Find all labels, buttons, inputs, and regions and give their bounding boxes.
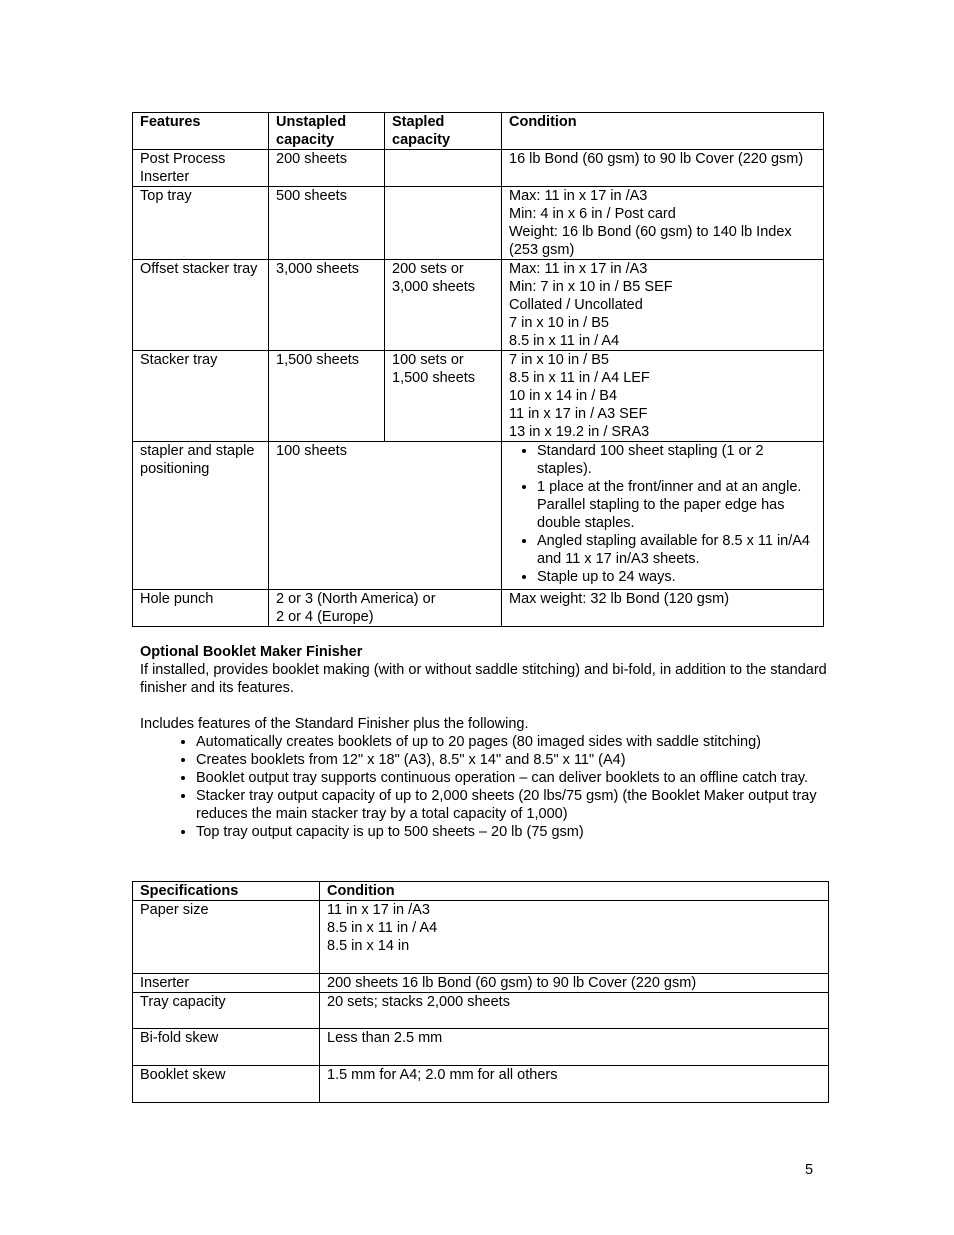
feature-cell: Offset stacker tray bbox=[133, 260, 269, 351]
section-intro: If installed, provides booklet making (with or without saddle stitching) and bi-fold, in addition to the standard finisher and its features. bbox=[140, 662, 827, 696]
features-table-header-row bbox=[133, 113, 824, 150]
condition-line: 1.5 mm for A4; 2.0 mm for all others bbox=[327, 1067, 558, 1083]
stapled-cell: 100 sets or 1,500 sheets bbox=[385, 351, 502, 442]
condition-line: 8.5 in x 11 in / A4 bbox=[509, 333, 620, 349]
condition-line: 8.5 in x 11 in / A4 LEF bbox=[509, 370, 650, 386]
list-item: • Stacker tray output capacity of up to 2,000 sheets (20 lbs/75 gsm) (the Booklet Maker output tray reduces the main stacker tray by a total capacity of 1,000) bbox=[196, 787, 830, 823]
spacer bbox=[140, 697, 830, 715]
spec-table-header-row bbox=[133, 882, 829, 901]
section-heading: Optional Booklet Maker Finisher bbox=[140, 644, 363, 660]
table-row bbox=[133, 1066, 829, 1103]
condition-cell bbox=[502, 150, 824, 187]
condition-cell bbox=[320, 974, 829, 993]
feature-cell: Stacker tray bbox=[133, 351, 269, 442]
list-item: • Top tray output capacity is up to 500 sheets – 20 lb (75 gsm) bbox=[196, 823, 830, 841]
spec-cell: Bi-fold skew bbox=[133, 1029, 320, 1066]
header-specifications: Specifications bbox=[133, 882, 320, 901]
table-row bbox=[133, 901, 829, 974]
header-features: Features bbox=[133, 113, 269, 150]
condition-line: Min: 7 in x 10 in / B5 SEF bbox=[509, 279, 673, 295]
list-item: • Staple up to 24 ways. bbox=[537, 568, 816, 586]
table-row bbox=[133, 974, 829, 993]
capacity-line: 2 or 4 (Europe) bbox=[276, 609, 374, 625]
unstapled-cell: 1,500 sheets bbox=[269, 351, 385, 442]
stapled-cell bbox=[385, 187, 502, 260]
header-condition: Condition bbox=[502, 113, 824, 150]
spec-cell: Booklet skew bbox=[133, 1066, 320, 1103]
list-item: • Creates booklets from 12" x 18" (A3), 8.5" x 14" and 8.5" x 11" (A4) bbox=[196, 751, 830, 769]
spec-cell: Tray capacity bbox=[133, 993, 320, 1029]
condition-cell bbox=[320, 993, 829, 1029]
stapled-cell: 200 sets or 3,000 sheets bbox=[385, 260, 502, 351]
booklet-bullet-list bbox=[140, 733, 830, 841]
unstapled-cell: 3,000 sheets bbox=[269, 260, 385, 351]
list-item: • Standard 100 sheet stapling (1 or 2 staples). bbox=[537, 442, 816, 478]
feature-cell: Top tray bbox=[133, 187, 269, 260]
stapled-cell bbox=[385, 150, 502, 187]
table-row bbox=[133, 351, 824, 442]
condition-line: 10 in x 14 in / B4 bbox=[509, 388, 618, 404]
booklet-section bbox=[140, 643, 830, 841]
condition-line: Max weight: 32 lb Bond (120 gsm) bbox=[509, 591, 730, 607]
capacity-cell bbox=[269, 590, 502, 627]
condition-line: 16 lb Bond (60 gsm) to 90 lb Cover (220 gsm) bbox=[509, 151, 804, 167]
unstapled-cell: 200 sheets bbox=[269, 150, 385, 187]
condition-line: 7 in x 10 in / B5 bbox=[509, 352, 609, 368]
table-row bbox=[133, 590, 824, 627]
condition-cell bbox=[320, 901, 829, 974]
specifications-table bbox=[132, 881, 829, 1103]
condition-line: Collated / Uncollated bbox=[509, 297, 643, 313]
feature-cell: Hole punch bbox=[133, 590, 269, 627]
condition-line: 200 sheets 16 lb Bond (60 gsm) to 90 lb Cover (220 gsm) bbox=[327, 975, 697, 991]
condition-cell bbox=[320, 1066, 829, 1103]
condition-line: 8.5 in x 14 in bbox=[327, 938, 410, 954]
condition-line: Weight: 16 lb Bond (60 gsm) to 140 lb Index (253 gsm) bbox=[509, 224, 792, 258]
condition-line: Max: 11 in x 17 in /A3 bbox=[509, 188, 648, 204]
header-condition: Condition bbox=[320, 882, 829, 901]
unstapled-cell: 500 sheets bbox=[269, 187, 385, 260]
table-row bbox=[133, 1029, 829, 1066]
condition-cell bbox=[502, 260, 824, 351]
condition-line: Max: 11 in x 17 in /A3 bbox=[509, 261, 648, 277]
table-row bbox=[133, 187, 824, 260]
table-row bbox=[133, 442, 824, 590]
list-item: • 1 place at the front/inner and at an angle. Parallel stapling to the paper edge has double staples. bbox=[537, 478, 816, 532]
feature-cell: stapler and staple positioning bbox=[133, 442, 269, 590]
table-row bbox=[133, 993, 829, 1029]
capacity-line: 2 or 3 (North America) or bbox=[276, 591, 436, 607]
stapling-bullet-list bbox=[509, 442, 816, 586]
condition-cell bbox=[502, 187, 824, 260]
condition-line: 11 in x 17 in /A3 bbox=[327, 902, 430, 918]
feature-cell: Post Process Inserter bbox=[133, 150, 269, 187]
condition-line: Less than 2.5 mm bbox=[327, 1030, 443, 1046]
condition-line: 20 sets; stacks 2,000 sheets bbox=[327, 994, 510, 1010]
table-row bbox=[133, 260, 824, 351]
features-table bbox=[132, 112, 824, 627]
header-stapled: Stapled capacity bbox=[385, 113, 502, 150]
condition-line: 11 in x 17 in / A3 SEF bbox=[509, 406, 648, 422]
condition-line: 8.5 in x 11 in / A4 bbox=[327, 920, 438, 936]
condition-line: 13 in x 19.2 in / SRA3 bbox=[509, 424, 650, 440]
spec-cell: Paper size bbox=[133, 901, 320, 974]
capacity-cell: 100 sheets bbox=[269, 442, 502, 590]
list-item: • Angled stapling available for 8.5 x 11 in/A4 and 11 x 17 in/A3 sheets. bbox=[537, 532, 816, 568]
condition-line: Min: 4 in x 6 in / Post card bbox=[509, 206, 676, 222]
condition-cell bbox=[502, 442, 824, 590]
condition-cell bbox=[502, 351, 824, 442]
header-unstapled: Unstapled capacity bbox=[269, 113, 385, 150]
condition-cell bbox=[502, 590, 824, 627]
table-row bbox=[133, 150, 824, 187]
list-item: • Automatically creates booklets of up to 20 pages (80 imaged sides with saddle stitching) bbox=[196, 733, 830, 751]
spec-cell: Inserter bbox=[133, 974, 320, 993]
condition-line: 7 in x 10 in / B5 bbox=[509, 315, 609, 331]
condition-cell bbox=[320, 1029, 829, 1066]
list-item: • Booklet output tray supports continuous operation – can deliver booklets to an offline catch tray. bbox=[196, 769, 830, 787]
page-number: 5 bbox=[805, 1162, 814, 1178]
section-includes: Includes features of the Standard Finisher plus the following. bbox=[140, 716, 529, 732]
